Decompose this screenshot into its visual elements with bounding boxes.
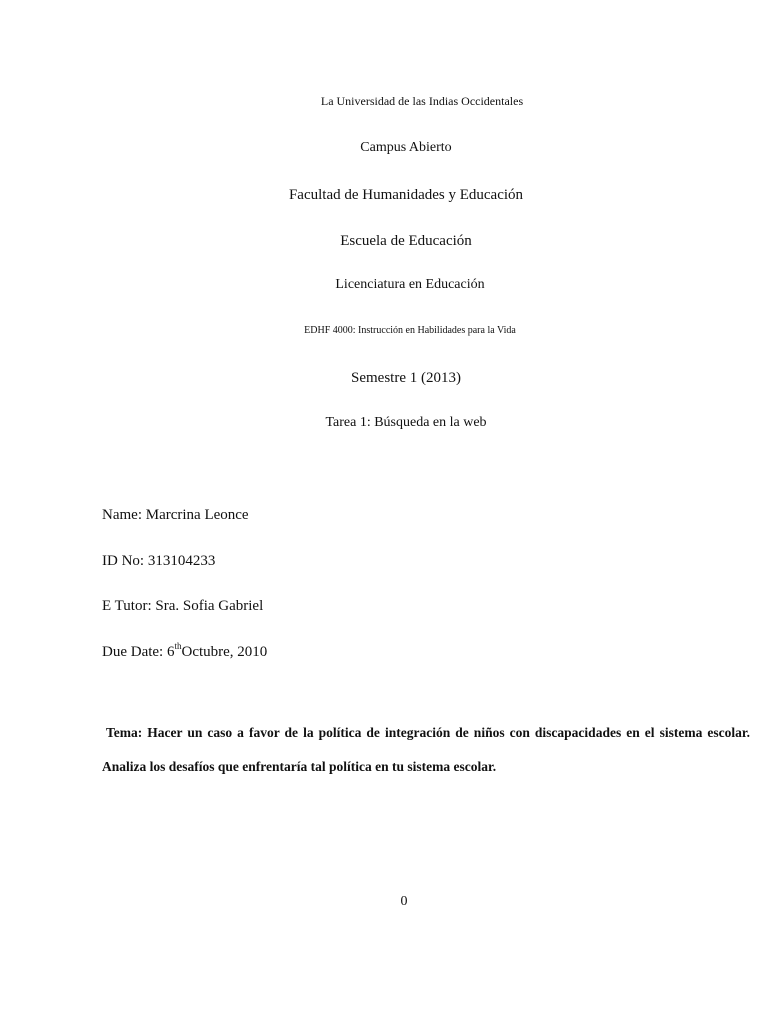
degree-name: Licenciatura en Educación [335,277,485,292]
campus-name: Campus Abierto [360,140,452,155]
due-date-rest: Octubre, 2010 [181,644,268,660]
student-id-value: 313104233 [147,553,216,569]
student-id-label: ID No: [102,553,145,569]
semester: Semestre 1 (2013) [351,370,461,386]
student-name-value: Marcrina Leonce [145,507,249,523]
topic-text: Tema: Hacer un caso a favor de la política de integración de niños con discapacidades en el sistema escolar. Analiza los desafíos que enfrentaría tal política en tu sistema escolar. [102,725,750,774]
school-name: Escuela de Educación [340,233,472,249]
page-number: 0 [400,894,408,909]
tutor-label: E Tutor: [102,598,152,614]
due-date-label: Due Date: [102,644,164,660]
tutor-line [102,598,263,615]
due-date-day: 6 [166,644,175,660]
faculty-name: Facultad de Humanidades y Educación [288,187,524,203]
topic-paragraph [102,716,750,784]
course-title: EDHF 4000: Instrucción en Habilidades para la Vida [304,325,516,336]
university-name: La Universidad de las Indias Occidentales [320,94,524,108]
assignment-title: Tarea 1: Búsqueda en la web [325,415,487,430]
student-id-line [102,553,215,570]
student-name-label: Name: [102,507,142,523]
student-name-line [102,507,249,524]
due-date-suffix: th [174,641,182,651]
due-date-line [102,641,268,661]
tutor-value: Sra. Sofia Gabriel [155,598,264,614]
